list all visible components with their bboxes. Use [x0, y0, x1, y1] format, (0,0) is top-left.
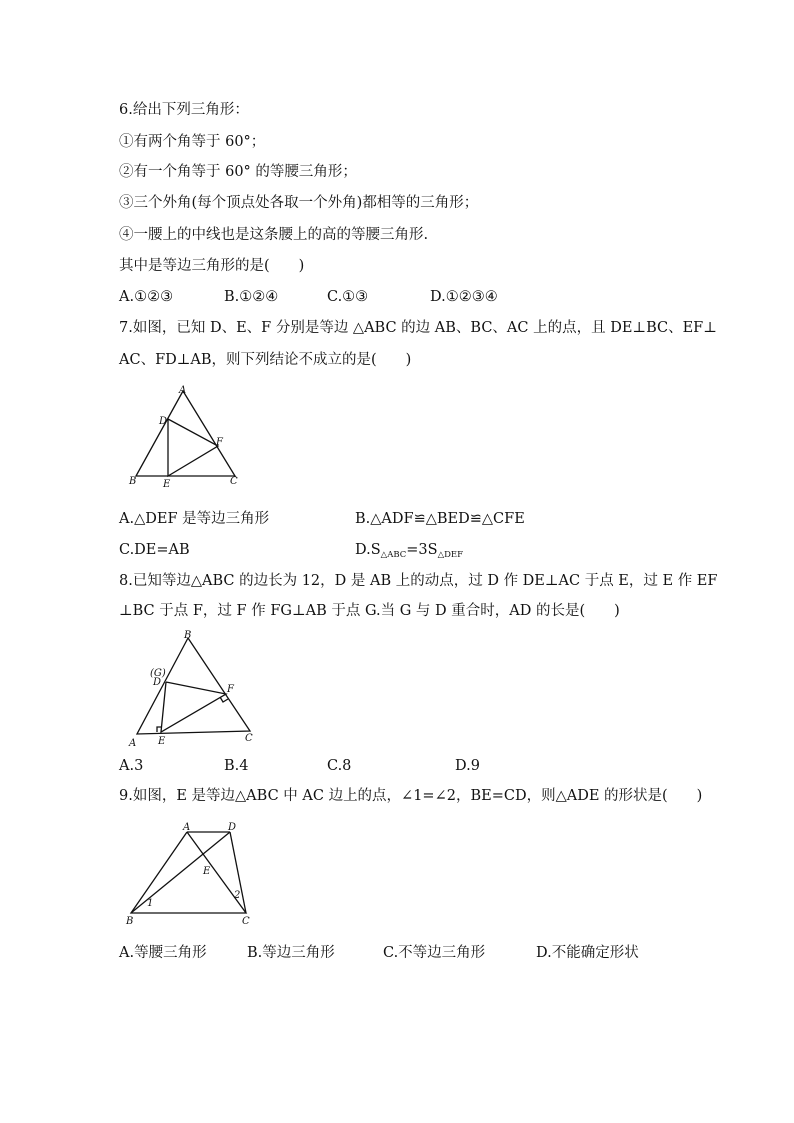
q6-item-3: ③三个外角(每个顶点处各取一个外角)都相等的三角形； — [119, 195, 479, 211]
q6-option-b: B.①②④ — [224, 289, 279, 305]
q9-option-b: B.等边三角形 — [247, 945, 335, 961]
q8-label-e: E — [158, 736, 166, 747]
q6-item-2: ②有一个角等于 60° 的等腰三角形； — [119, 164, 357, 180]
q9-option-d: D.不能确定形状 — [536, 945, 639, 961]
q6-question: 其中是等边三角形的是( ) — [119, 258, 305, 274]
q9-option-c: C.不等边三角形 — [383, 945, 486, 961]
q8-label-c: C — [245, 733, 253, 744]
q7-option-a: A.△DEF 是等边三角形 — [119, 511, 270, 527]
q9-figure — [122, 818, 262, 928]
q7-label-e: E — [163, 479, 171, 489]
q7-option-c: C.DE=AB — [119, 542, 190, 558]
q7-label-c: C — [230, 476, 238, 487]
q9-label-b: B — [126, 916, 134, 927]
q6-option-c: C.①③ — [327, 289, 369, 305]
q6-stem: 6.给出下列三角形： — [119, 102, 249, 118]
q7-option-d-sub1: △ABC — [380, 550, 407, 560]
q8-stem-line2: ⊥BC 于点 F，过 F 作 FG⊥AB 于点 G.当 G 与 D 重合时，AD 的长是( ) — [119, 603, 620, 619]
q9-segment-bd — [131, 832, 230, 913]
q8-stem-line1: 8.已知等边△ABC 的边长为 12，D 是 AB 上的动点，过 D 作 DE⊥AC 于点 E，过 E 作 EF — [119, 573, 718, 589]
q8-triangle-def — [161, 682, 226, 732]
q8-label-g: (G) — [150, 668, 166, 679]
q9-angle-1: 1 — [147, 898, 154, 909]
q7-option-d-mid: =3S — [406, 542, 438, 558]
q6-item-1: ①有两个角等于 60°； — [119, 134, 266, 150]
q8-label-d: D — [153, 677, 162, 688]
q9-option-a: A.等腰三角形 — [119, 945, 207, 961]
q7-option-d — [355, 540, 463, 562]
q7-stem-line1: 7.如图，已知 D、E、F 分别是等边 △ABC 的边 AB、BC、AC 上的点，且 DE⊥BC、EF⊥ — [119, 320, 717, 336]
q9-label-c: C — [242, 916, 250, 927]
q7-option-d-sub2: △DEF — [437, 550, 464, 560]
q8-option-d: D.9 — [455, 758, 480, 774]
q7-triangle-abc — [136, 391, 235, 476]
q8-right-angle-f — [220, 697, 228, 702]
q8-option-b: B.4 — [224, 758, 249, 774]
q8-label-a: A — [129, 738, 137, 749]
q8-option-a: A.3 — [119, 758, 144, 774]
q9-label-e: E — [203, 866, 211, 877]
q8-option-c: C.8 — [327, 758, 352, 774]
q7-figure — [126, 383, 246, 489]
q7-stem-line2: AC、FD⊥AB，则下列结论不成立的是( ) — [119, 352, 412, 368]
q9-angle-2: 2 — [234, 890, 241, 901]
q7-label-a: A — [179, 385, 187, 396]
q6-option-d: D.①②③④ — [430, 289, 498, 305]
q6-item-4: ④一腰上的中线也是这条腰上的高的等腰三角形. — [119, 227, 429, 243]
q9-label-a: A — [183, 822, 191, 833]
q7-label-b: B — [129, 476, 137, 487]
q8-label-b: B — [184, 630, 192, 641]
q7-option-d-prefix: D.S — [355, 542, 381, 558]
q9-stem: 9.如图，E 是等边△ABC 中 AC 边上的点，∠1=∠2，BE=CD，则△ADE 的形状是( ) — [119, 788, 703, 804]
q7-label-f: F — [216, 437, 223, 448]
q7-triangle-def — [168, 419, 218, 476]
q8-figure — [124, 630, 264, 750]
q6-option-a: A.①②③ — [119, 289, 174, 305]
q8-label-f: F — [227, 684, 234, 695]
q7-option-b: B.△ADF≌△BED≌△CFE — [355, 511, 525, 527]
q9-label-d: D — [228, 822, 237, 833]
q7-label-d: D — [159, 416, 168, 427]
